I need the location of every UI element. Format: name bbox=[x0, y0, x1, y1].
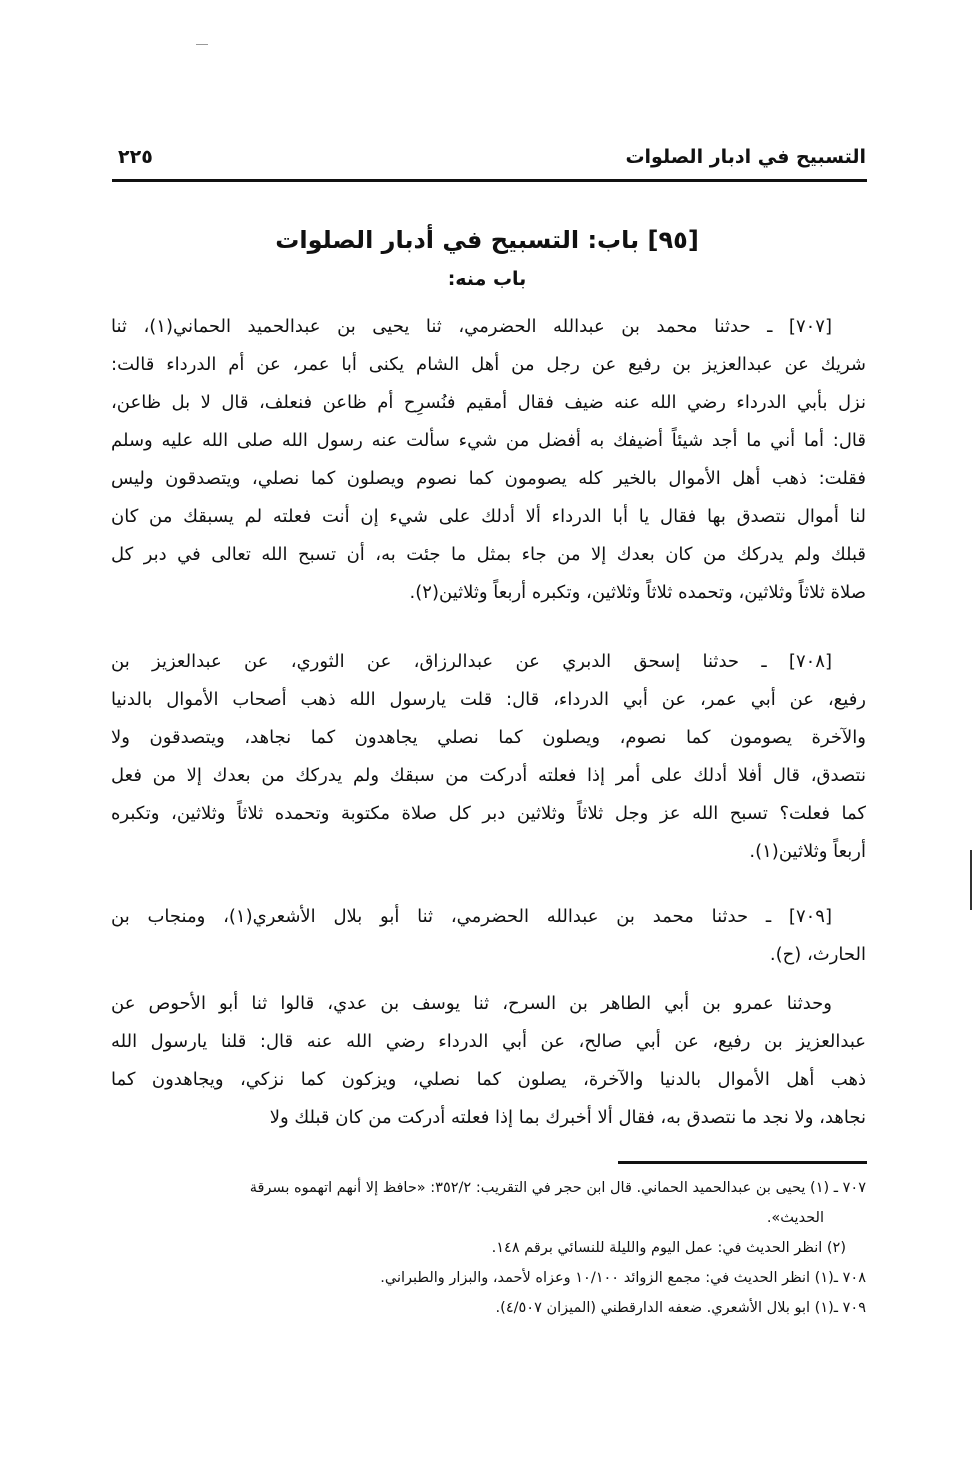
footnote-line: (٢) انظر الحديث في: عمل اليوم والليلة للنسائي برقم ١٤٨. bbox=[491, 1240, 846, 1256]
paragraph-line: قبلك ولم يدركك من كان بعدك إلا من جاء بمثل ما جئت به، أن تسبح الله تعالى في دبر كل bbox=[111, 544, 866, 565]
footnote-line: ٧٠٩ ـ(١) ابو بلال الأشعري. ضعفه الدارقطني (الميزان ٤/٥٠٧). bbox=[495, 1300, 866, 1316]
paragraph-line: [٧٠٧] ـ حدثنا محمد بن عبدالله الحضرمي، ثنا يحيى بن عبدالحميد الحماني(١)، ثنا bbox=[111, 316, 833, 337]
scan-artifact bbox=[196, 44, 208, 45]
paragraph-line: الحارث، (ح). bbox=[769, 944, 866, 965]
paragraph-line: والآخرة يصومون كما نصوم، ويصلون كما نصلي يجاهدون كما نجاهد، ويتصدقون ولا bbox=[111, 727, 866, 748]
paragraph-line: شريك عن عبدالعزيز بن رفيع عن رجل من أهل الشام يكنى أبا عمر، عن أم الدرداء قالت: bbox=[111, 354, 866, 375]
paragraph-line: عبدالعزيز بن رفيع، عن أبي صالح، عن أبي الدرداء رضي الله عنه قال: قلنا يارسول الله bbox=[111, 1031, 866, 1052]
running-header-title: التسبيح في ادبار الصلوات bbox=[625, 146, 866, 168]
footnote-line: الحديث». bbox=[766, 1210, 824, 1226]
footnote-line: ٧٠٧ ـ (١) يحيى بن عبدالحميد الحماني. قال ابن حجر في التقريب: ٣٥٢/٢: «حافظ إلا أنهم اتهموه بسرقة bbox=[249, 1180, 866, 1196]
paragraph-line: وحدثنا عمرو بن أبي الطاهر بن السرح، ثنا يوسف بن عدي، قالوا ثنا أبو الأحوص عن bbox=[111, 993, 832, 1014]
paragraph-line: نتصدق، قال أفلا أدلك على أمر إذا فعلته أدركت من سبقك ولم يدركك من بعدك إلا من فعل bbox=[111, 765, 866, 786]
chapter-subheading: باب منه: bbox=[447, 268, 527, 290]
paragraph-line: رفيع، عن أبي عمر، عن أبي الدرداء، قال: قلت يارسول الله ذهب أصحاب الأموال بالدنيا bbox=[111, 689, 866, 710]
chapter-heading: [٩٥] باب: التسبيح في أدبار الصلوات bbox=[275, 226, 699, 254]
paragraph-line: كما فعلت؟ تسبح الله عز وجل ثلاثاً وثلاثين دبر كل صلاة مكتوبة وتحمده ثلاثاً وثلاثين، وتكبره bbox=[111, 803, 866, 824]
paragraph-line: صلاة ثلاثاً وثلاثين، وتحمده ثلاثاً وثلاثين، وتكبره أربعاً وثلاثين(٢). bbox=[409, 582, 866, 603]
paragraph-line: أربعاً وثلاثين(١). bbox=[749, 841, 866, 862]
paragraph-line: ذهب أهل الأموال بالدنيا والآخرة، يصلون كما نصلي، ويزكون كما نزكي، ويجاهدون كما bbox=[111, 1069, 866, 1090]
paragraph-line: فقلت: ذهب أهل الأموال بالخير كله يصومون كما نصوم ويصلون كما نصلي، ويتصدقون وليس bbox=[111, 468, 866, 489]
scan-artifact-line bbox=[970, 850, 972, 910]
header-rule bbox=[112, 179, 867, 182]
page-number: ٢٢٥ bbox=[118, 146, 153, 168]
paragraph-line: نزل بأبي الدرداء رضي الله عنه ضيف فقال أمقيم فنُسرِح أم ظاعن فنعلف، قال لا بل ظاعن، bbox=[111, 392, 866, 413]
paragraph-line: نجاهد، ولا نجد ما نتصدق به، فقال ألا أخبرك بما إذا فعلته أدركت من كان قبلك ولا bbox=[269, 1107, 866, 1128]
footnote-line: ٧٠٨ ـ(١) انظر الحديث في: مجمع الزوائد ١٠/١٠٠ وعزاه لأحمد، والبزار والطبراني. bbox=[380, 1270, 866, 1286]
paragraph-line: [٧٠٩] ـ حدثنا محمد بن عبدالله الحضرمي، ثنا أبو بلال الأشعري(١)، ومنجاب بن bbox=[111, 906, 832, 927]
footnote-rule bbox=[618, 1161, 867, 1164]
paragraph-line: لنا أموال نتصدق بها فقال يا أبا الدرداء ألا أدلك على شيء إن أنت فعلته لم يسبقك من كان bbox=[111, 506, 866, 527]
paragraph-line: قال: أما أني ما أجد شيئاً أضيفك به أفضل من شيء سألت عنه رسول الله صلى الله عليه وسلم bbox=[111, 430, 866, 451]
paragraph-line: [٧٠٨] ـ حدثنا إسحق الدبري عن عبدالرزاق، عن الثوري، عن عبدالعزيز بن bbox=[111, 651, 832, 672]
